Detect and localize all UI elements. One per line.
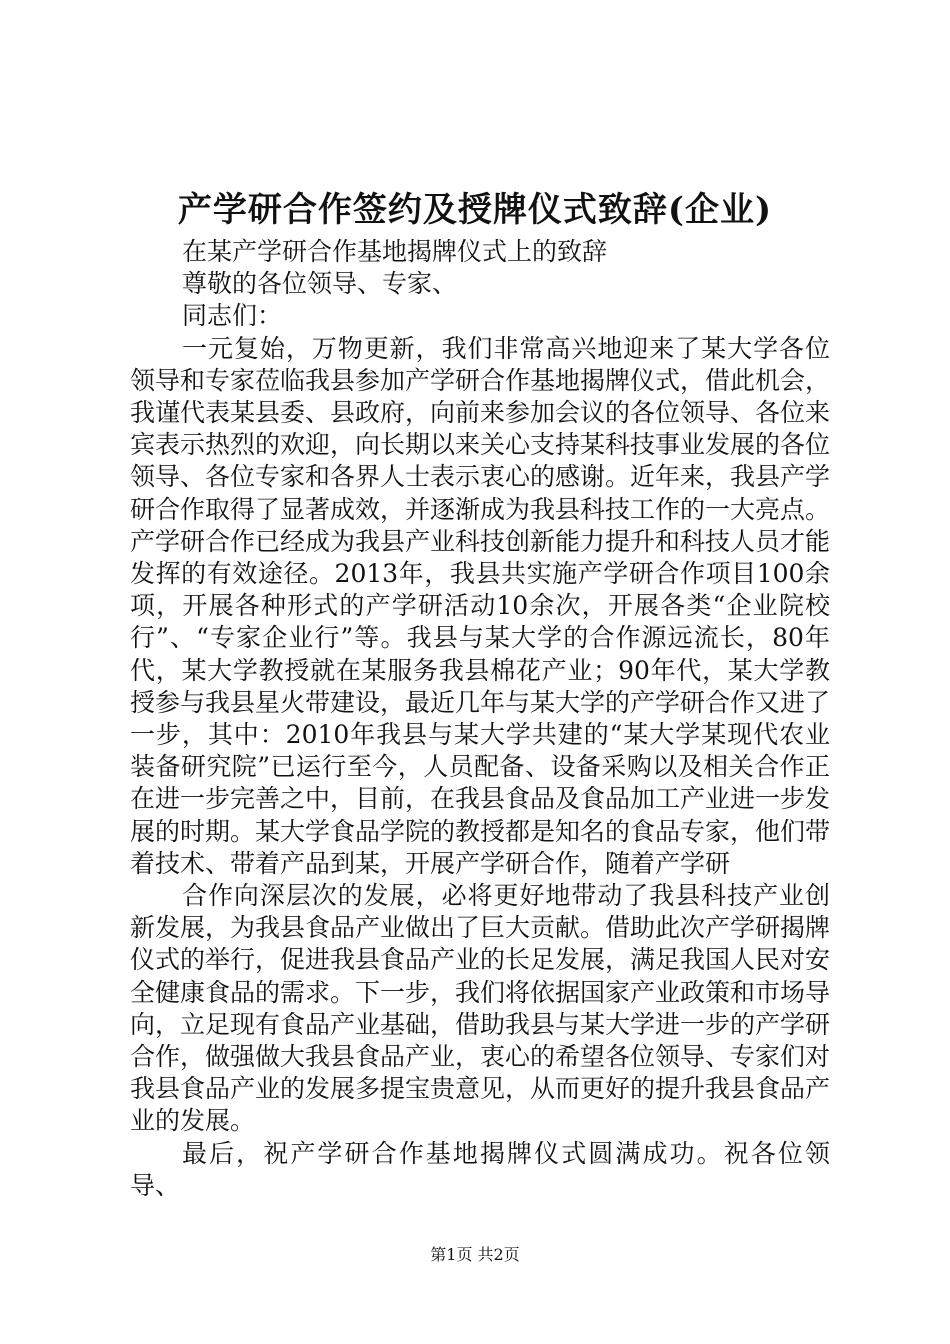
- paragraph-1: 一元复始，万物更新，我们非常高兴地迎来了某大学各位领导和专家莅临我县参加产学研合作基地揭牌仪式，借此机会，我谨代表某县委、县政府，向前来参加会议的各位领导、各位来宾表示热烈的欢迎，向长期以来关心支持某科技事业发展的各位领导、各位专家和各界人士表示衷心的感谢。近年来，我县产学研合作取得了显著成效，并逐渐成为我县科技工作的一大亮点。产学研合作已经成为我县产业科技创新能力提升和科技人员才能发挥的有效途径。2013年，我县共实施产学研合作项目100余项，开展各种形式的产学研活动10余次，开展各类“企业院校行”、“专家企业行”等。我县与某大学的合作源远流长，80年代，某大学教授就在某服务我县棉花产业；90年代，某大学教授参与我县星火带建设，最近几年与某大学的产学研合作又进了一步，其中：2010年我县与某大学共建的“某大学某现代农业装备研究院”已运行至今，人员配备、设备采购以及相关合作正在进一步完善之中，目前，在我县食品及食品加工产业进一步发展的时期。某大学食品学院的教授都是知名的食品专家，他们带着技术、带着产品到某，开展产学研合作，随着产学研: [130, 333, 831, 878]
- paragraph-3: 最后，祝产学研合作基地揭牌仪式圆满成功。祝各位领导、: [130, 1138, 830, 1200]
- page-footer: 第1页 共2页: [430, 1245, 520, 1264]
- paragraph-2: 合作向深层次的发展，必将更好地带动了我县科技产业创新发展，为我县食品产业做出了巨大贡献。借助此次产学研揭牌仪式的举行，促进我县食品产业的长足发展，满足我国人民对安全健康食品的需求。下一步，我们将依据国家产业政策和市场导向，立足现有食品产业基础，借助我县与某大学进一步的产学研合作，做强做大我县食品产业，衷心的希望各位领导、专家们对我县食品产业的发展多提宝贵意见，从而更好的提升我县食品产业的发展。: [130, 881, 831, 1136]
- salutation-line-2: 同志们：: [182, 301, 283, 331]
- subtitle: 在某产学研合作基地揭牌仪式上的致辞: [182, 237, 608, 266]
- document-title: 产学研合作签约及授牌仪式致辞(企业): [177, 190, 773, 230]
- salutation-line-1: 尊敬的各位领导、专家、: [182, 269, 458, 299]
- document-body: [130, 236, 830, 1202]
